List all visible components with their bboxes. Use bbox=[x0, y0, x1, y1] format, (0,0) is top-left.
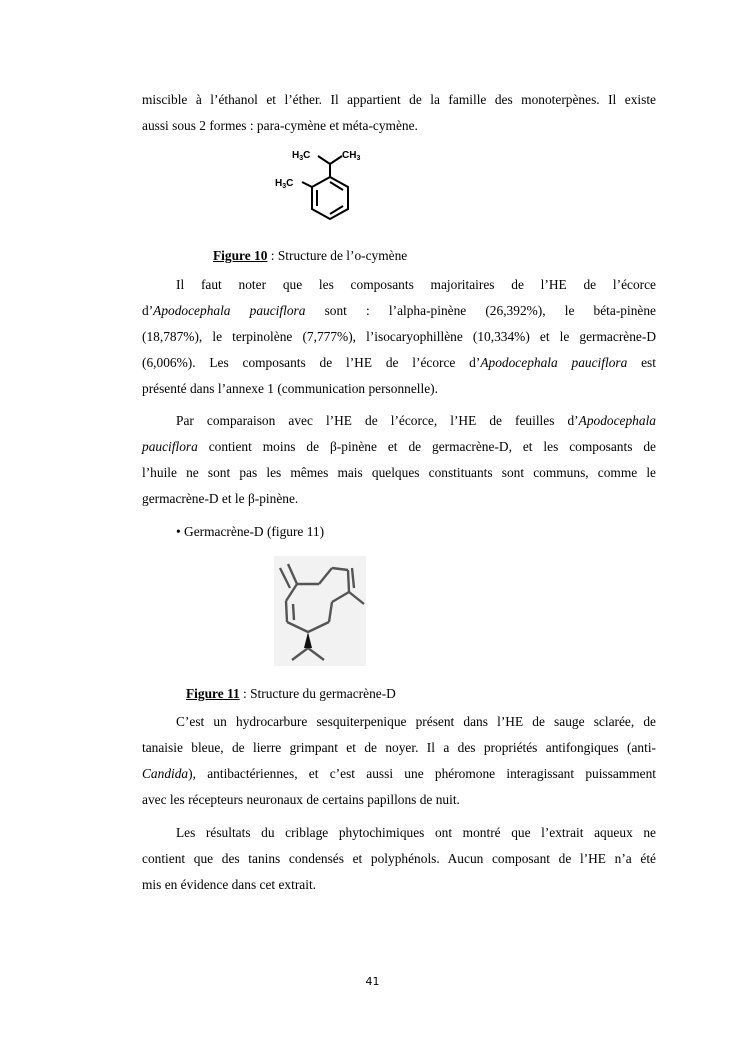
bullet-germacrene bbox=[176, 522, 324, 542]
p2-line-4: (6,006%). Les composants de l’HE de l’écorce d’Apodocephala pauciflora est bbox=[142, 355, 656, 370]
figure-11-structure bbox=[274, 556, 366, 666]
intro-line-1: miscible à l’éthanol et l’éther. Il appartient de la famille des monoterpènes. Il existe bbox=[142, 92, 656, 107]
figure-11-caption bbox=[186, 684, 396, 704]
figure-11-caption-label: Figure 11 bbox=[186, 686, 240, 701]
paragraph-5 bbox=[142, 820, 656, 898]
figure-10-caption-label: Figure 10 bbox=[213, 248, 268, 263]
paragraph-3 bbox=[142, 408, 656, 512]
paragraph-4 bbox=[142, 709, 656, 813]
ch3-label: $CH_3$ bbox=[342, 150, 361, 162]
figure-11-caption-text: : Structure du germacrène-D bbox=[239, 686, 396, 701]
bullet-text: Germacrène-D (figure 11) bbox=[180, 524, 325, 539]
p3-line-4: germacrène-D et le β-pinène. bbox=[142, 491, 299, 506]
p4-line-1: C’est un hydrocarbure sesquiterpenique présent dans l’HE de sauge sclarée, de bbox=[176, 714, 656, 729]
p3-line-3: l’huile ne sont pas les mêmes mais quelques constituants sont communs, comme le bbox=[142, 465, 656, 480]
p5-line-2: contient que des tanins condensés et polyphénols. Aucun composant de l’HE n’a été bbox=[142, 851, 656, 866]
p4-line-4: avec les récepteurs neuronaux de certains papillons de nuit. bbox=[142, 792, 460, 807]
p2-line-2: d’Apodocephala pauciflora sont : l’alpha-pinène (26,392%), le béta-pinène bbox=[142, 303, 656, 318]
h3c-left-label: $H_3C$ bbox=[275, 178, 294, 190]
page-number: 41 bbox=[365, 975, 380, 988]
paragraph-2 bbox=[142, 272, 656, 402]
wedge-bond bbox=[304, 632, 312, 648]
p5-line-1: Les résultats du criblage phytochimiques ont montré que l’extrait aqueux ne bbox=[176, 825, 656, 840]
p5-line-3: mis en évidence dans cet extrait. bbox=[142, 877, 317, 892]
p4-line-3: Candida), antibactériennes, et c’est aussi une phéromone interagissant puissamment bbox=[142, 766, 656, 781]
p3-line-1: Par comparaison avec l’HE de l’écorce, l’HE de feuilles d’Apodocephala bbox=[176, 413, 656, 428]
p2-line-1: Il faut noter que les composants majoritaires de l’HE de l’écorce bbox=[176, 277, 656, 292]
figure-10-structure bbox=[270, 142, 370, 234]
bullet-symbol: • bbox=[176, 524, 181, 539]
o-cymene-diagram bbox=[270, 142, 370, 234]
germacrene-d-diagram bbox=[274, 556, 366, 666]
p4-line-2: tanaisie bleue, de lierre grimpant et de noyer. Il a des propriétés antifongiques (anti- bbox=[142, 740, 656, 755]
figure-10-caption bbox=[213, 246, 407, 266]
p3-line-2: pauciflora contient moins de β-pinène et de germacrène-D, et les composants de bbox=[142, 439, 656, 454]
intro-line-2: aussi sous 2 formes : para-cymène et méta-cymène. bbox=[142, 118, 418, 133]
intro-paragraph bbox=[142, 87, 656, 139]
p2-line-5: présenté dans l’annexe 1 (communication personnelle). bbox=[142, 381, 438, 396]
figure-10-caption-text: : Structure de l’o-cymène bbox=[267, 248, 408, 263]
p2-line-3: (18,787%), le terpinolène (7,777%), l’isocaryophillène (10,334%) et le germacrène-D bbox=[142, 329, 656, 344]
h3c-top-label: $H_3C$ bbox=[292, 150, 311, 162]
